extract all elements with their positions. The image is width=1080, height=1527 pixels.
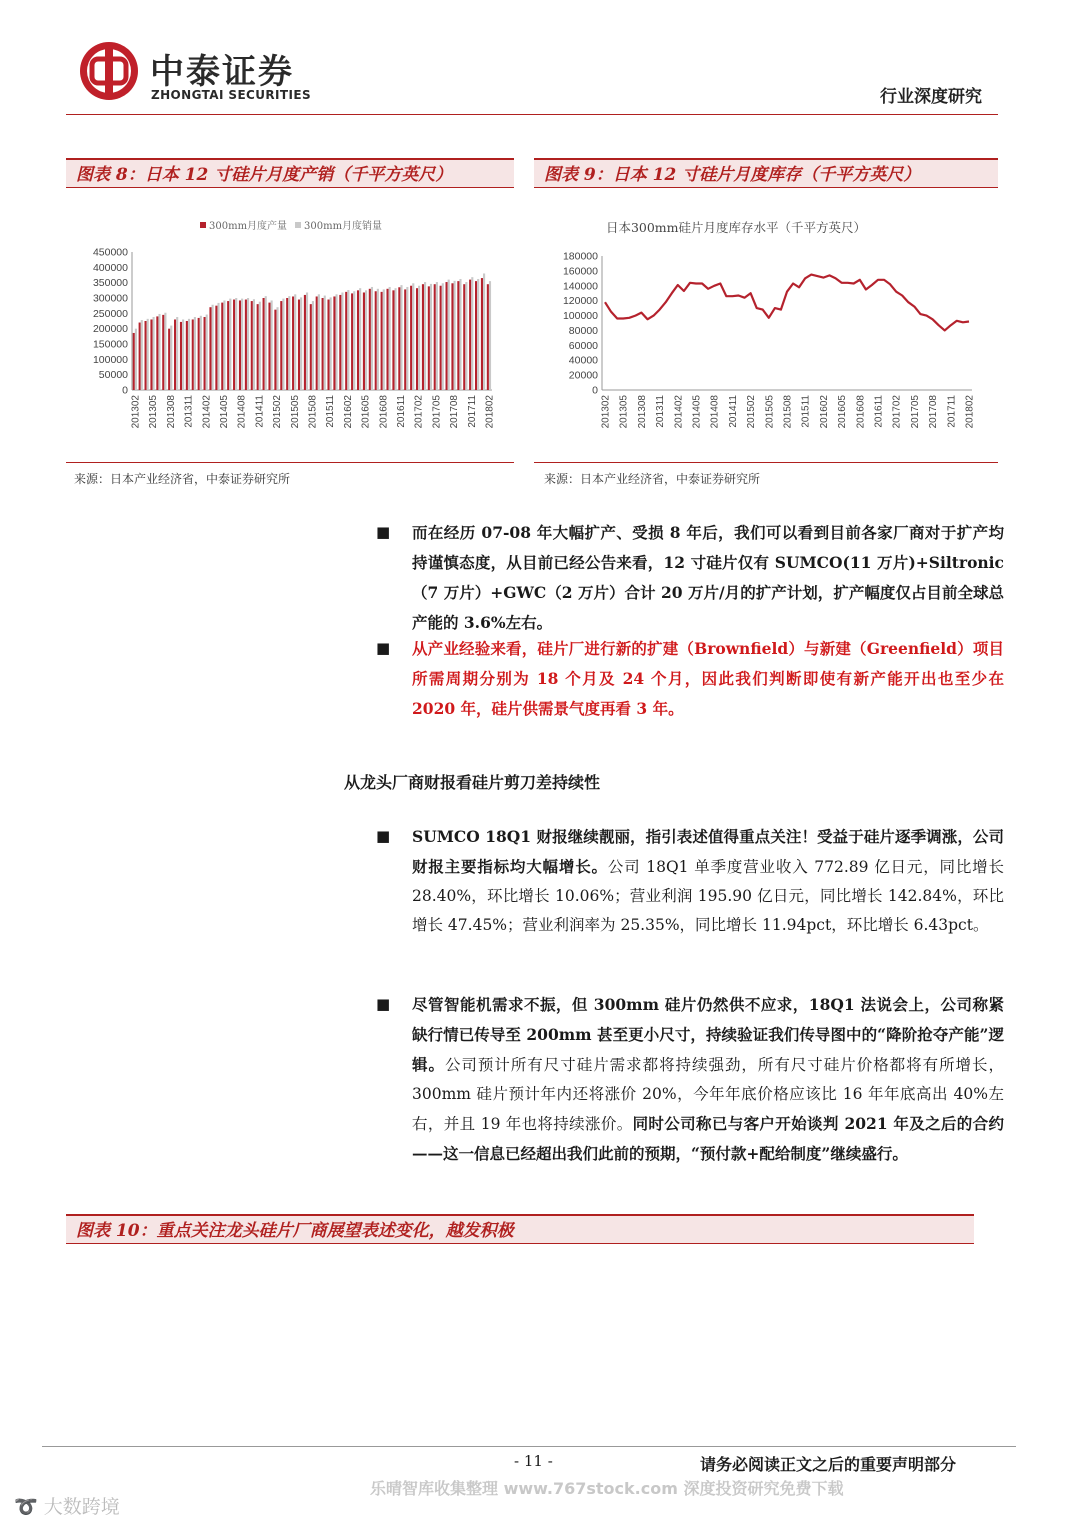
bar xyxy=(377,289,379,390)
bar xyxy=(463,284,465,390)
brand-name-cn: 中泰证券 xyxy=(150,52,294,92)
x-tick-label: 201708 xyxy=(928,395,940,429)
bar xyxy=(381,292,383,390)
bar xyxy=(259,302,261,390)
paragraph-lead: SUMCO 18Q1 财报继续靓丽，指引表述值得重点关注！受益于硅片逐季调涨，公司财报主要指标均大幅增长。 xyxy=(412,827,1004,876)
bar xyxy=(292,296,294,390)
x-tick-label: 201702 xyxy=(891,395,903,429)
bar xyxy=(353,291,355,390)
x-tick-label: 201711 xyxy=(466,395,478,428)
x-tick-label: 201702 xyxy=(413,395,425,429)
bar xyxy=(229,299,231,390)
legend-label: 300mm月度产量 xyxy=(209,221,288,232)
bar xyxy=(327,300,329,390)
bar xyxy=(410,286,412,390)
y-tick-label: 80000 xyxy=(568,324,598,337)
watermark-logo-icon: ➰ xyxy=(14,1496,44,1518)
page-number: - 11 - xyxy=(514,1452,553,1470)
x-tick-label: 201705 xyxy=(431,395,443,429)
y-tick-label: 160000 xyxy=(562,265,598,278)
bar xyxy=(198,318,200,390)
y-tick-label: 60000 xyxy=(568,339,598,352)
inventory-line xyxy=(605,275,969,331)
y-tick-label: 50000 xyxy=(98,369,128,382)
bar xyxy=(330,297,332,390)
bar xyxy=(422,284,424,390)
bar xyxy=(162,315,164,390)
bullet-icon: ■ xyxy=(376,523,391,541)
bar xyxy=(469,280,471,390)
header-divider xyxy=(66,114,998,115)
bar xyxy=(369,289,371,390)
y-tick-label: 40000 xyxy=(568,354,598,367)
paragraph-expansion-caution xyxy=(412,518,1004,638)
disclaimer-note: 请务必阅读正文之后的重要声明部分 xyxy=(700,1455,957,1474)
bar xyxy=(294,294,296,390)
bar xyxy=(345,292,347,390)
x-tick-label: 201405 xyxy=(691,395,703,429)
bar xyxy=(412,283,414,390)
bar xyxy=(188,319,190,390)
bar xyxy=(170,326,172,390)
bar xyxy=(430,284,432,390)
bar xyxy=(487,284,489,390)
bar xyxy=(147,319,149,390)
x-tick-label: 201311 xyxy=(655,395,667,428)
x-tick-label: 201802 xyxy=(484,395,496,429)
bar xyxy=(192,319,194,390)
bar xyxy=(459,279,461,390)
bar xyxy=(322,298,324,390)
bar xyxy=(434,284,436,390)
figure-9-source: 来源：日本产业经济省，中泰证券研究所 xyxy=(544,472,761,486)
zhongtai-logo-icon xyxy=(78,40,140,102)
x-tick-label: 201611 xyxy=(396,395,408,428)
paragraph-lead: 尽管智能机需求不振，但 300mm 硅片仍然供不应求，18Q1 法说会上，公司称紧缺行情已传导至 200mm 甚至更小尺寸，持续验证我们传导图中的“降阶抢夺产能”逻辑。 xyxy=(412,995,1004,1074)
x-tick-label: 201508 xyxy=(782,395,794,429)
bar xyxy=(247,298,249,390)
x-tick-label: 201608 xyxy=(855,395,867,429)
bar xyxy=(174,319,176,390)
report-type-label: 行业深度研究 xyxy=(880,87,982,107)
bar xyxy=(418,286,420,390)
x-tick-label: 201605 xyxy=(360,395,372,429)
x-tick-label: 201502 xyxy=(746,395,758,429)
bar xyxy=(477,279,479,390)
bar xyxy=(245,300,247,390)
bar xyxy=(300,297,302,390)
bar xyxy=(481,278,483,390)
bar xyxy=(276,307,278,390)
bar xyxy=(392,290,394,390)
bar xyxy=(133,333,135,390)
bar xyxy=(282,299,284,390)
paragraph-text: 公司 18Q1 单季度营业收入 772.89 亿日元，同比增长 28.40%，环比增长 10.06%；营业利润 195.90 亿日元，同比增长 142.84%，环比增长 47.45%；营业利润率为 25.35%，同比增长 11.94pct，环比增长 6.43pct。 xyxy=(412,858,1004,934)
paragraph-conclusion: 同时公司称已与客户开始谈判 2021 年及之后的合约——这一信息已经超出我们此前的预期，“预付款+配给制度”继续盛行。 xyxy=(412,1114,1005,1163)
bar xyxy=(312,301,314,390)
bar xyxy=(310,304,312,390)
figure-8-source: 来源：日本产业经济省，中泰证券研究所 xyxy=(74,472,291,486)
chart-title: 日本300mm硅片月度库存水平（千平方英尺） xyxy=(605,220,867,235)
bullet-icon: ■ xyxy=(376,827,391,845)
bar xyxy=(404,289,406,390)
bar xyxy=(400,285,402,390)
figure-8-source-divider xyxy=(66,462,514,463)
bar xyxy=(141,320,143,390)
bar xyxy=(209,307,211,390)
bar xyxy=(341,292,343,390)
bar xyxy=(150,319,152,390)
bar xyxy=(395,288,397,390)
bar xyxy=(135,329,137,390)
bar xyxy=(446,282,448,390)
bar xyxy=(168,329,170,390)
section-heading: 从龙头厂商财报看硅片剪刀差持续性 xyxy=(344,773,601,792)
bar xyxy=(217,303,219,390)
bar xyxy=(176,317,178,390)
bar xyxy=(204,317,206,390)
figure-8-bar-chart xyxy=(66,196,514,458)
figure-8-title: 图表 8：日本 12 寸硅片月度产销（千平方英尺） xyxy=(66,158,514,188)
bar xyxy=(271,300,273,390)
bar xyxy=(489,281,491,390)
bar xyxy=(475,281,477,390)
corner-watermark xyxy=(14,1492,120,1519)
bar xyxy=(359,288,361,390)
bar xyxy=(156,316,158,390)
figure-9-title: 图表 9：日本 12 寸硅片月度库存（千平方英尺） xyxy=(534,158,998,188)
paragraph-capacity-timeline xyxy=(412,634,1004,724)
bar xyxy=(424,282,426,390)
paragraph-demand-outlook xyxy=(412,990,1004,1169)
x-tick-label: 201408 xyxy=(236,395,248,429)
brand-name-en: ZHONGTAI SECURITIES xyxy=(151,88,311,102)
bar xyxy=(180,322,182,390)
bar xyxy=(436,282,438,390)
paragraph-text: 而在经历 07-08 年大幅扩产、受损 8 年后，我们可以看到目前各家厂商对于扩产均持谨慎态度，从目前已经公告来看，12 寸硅片仅有 SUMCO(11 万片)+Siltronic（7 万片）+GWC（2 万片）合计 20 万片/月的扩产计划，扩产幅度仅占目前全球总产能的 3.6%左右。 xyxy=(412,523,1004,632)
bar xyxy=(457,281,459,390)
x-tick-label: 201505 xyxy=(764,395,776,429)
x-tick-label: 201611 xyxy=(873,395,885,428)
y-tick-label: 350000 xyxy=(92,277,128,290)
bar xyxy=(347,290,349,390)
x-tick-label: 201411 xyxy=(727,395,739,428)
bar xyxy=(398,287,400,390)
y-tick-label: 20000 xyxy=(568,369,598,382)
bar xyxy=(215,306,217,390)
x-tick-label: 201602 xyxy=(818,395,830,429)
bar xyxy=(357,290,359,390)
bar xyxy=(158,314,160,390)
bar xyxy=(339,295,341,390)
bar xyxy=(182,319,184,390)
y-tick-label: 150000 xyxy=(92,338,128,351)
bar xyxy=(186,321,188,390)
bar xyxy=(304,295,306,390)
legend-label: 300mm月度销量 xyxy=(304,221,383,232)
bar xyxy=(389,287,391,390)
bar xyxy=(164,313,166,390)
bar xyxy=(451,283,453,390)
bullet-icon: ■ xyxy=(376,639,391,657)
bar xyxy=(145,321,147,390)
x-tick-label: 201605 xyxy=(837,395,849,429)
bar xyxy=(471,277,473,390)
bar xyxy=(268,303,270,390)
bar xyxy=(375,291,377,390)
bar xyxy=(416,288,418,390)
y-tick-label: 300000 xyxy=(92,292,128,305)
bar xyxy=(363,292,365,390)
legend-swatch xyxy=(200,222,206,228)
x-tick-label: 201711 xyxy=(946,395,958,428)
bar xyxy=(206,315,208,390)
bar xyxy=(306,292,308,390)
legend-swatch xyxy=(295,222,301,228)
x-tick-label: 201511 xyxy=(325,395,337,428)
bar xyxy=(483,273,485,390)
bar xyxy=(440,286,442,390)
bar xyxy=(221,303,223,390)
x-tick-label: 201705 xyxy=(909,395,921,429)
y-tick-label: 400000 xyxy=(92,261,128,274)
x-tick-label: 201411 xyxy=(254,395,266,428)
bar xyxy=(251,301,253,390)
bar xyxy=(288,296,290,390)
bar xyxy=(139,323,141,390)
bar xyxy=(257,304,259,390)
y-tick-label: 200000 xyxy=(92,323,128,336)
bar xyxy=(383,289,385,390)
highlighted-conclusion: 从产业经验来看，硅片厂进行新的扩建（Brownfield）与新建（Greenfield）项目所需周期分别为 18 个月及 24 个月，因此我们判断即使有新产能开出也至少在 2020 年，硅片供需景气度再看 3 年。 xyxy=(412,639,1004,718)
bar xyxy=(318,294,320,390)
bar xyxy=(265,296,267,390)
bar xyxy=(263,298,265,390)
bar xyxy=(280,301,282,390)
bar xyxy=(406,287,408,390)
x-tick-label: 201302 xyxy=(600,395,612,429)
bar xyxy=(274,310,276,390)
bar xyxy=(235,298,237,390)
paragraph-sumco-results xyxy=(412,822,1004,940)
x-tick-label: 201311 xyxy=(183,395,195,428)
bar xyxy=(351,293,353,390)
download-watermark: 乐晴智库收集整理 www.767stock.com 深度投资研究免费下载 xyxy=(370,1479,844,1498)
y-tick-label: 100000 xyxy=(92,353,128,366)
figure-9-source-divider xyxy=(534,462,998,463)
paragraph-text: 公司预计所有尺寸硅片需求都将持续强劲，所有尺寸硅片价格都将有所增长，300mm 硅片预计年内还将涨价 20%，今年年底价格应该比 16 年年底高出 40%左右，并且 19 年也将持续涨价。 xyxy=(412,1056,1004,1133)
bar xyxy=(333,296,335,390)
x-tick-label: 201302 xyxy=(130,395,142,429)
bar xyxy=(448,280,450,390)
bar xyxy=(223,300,225,390)
x-tick-label: 201708 xyxy=(449,395,461,429)
x-tick-label: 201802 xyxy=(964,395,976,429)
x-tick-label: 201602 xyxy=(342,395,354,429)
footer-divider xyxy=(42,1446,1016,1447)
x-tick-label: 201608 xyxy=(378,395,390,429)
bar xyxy=(454,281,456,390)
bar xyxy=(286,298,288,390)
bar xyxy=(298,300,300,390)
watermark-text: 大数跨境 xyxy=(43,1496,120,1518)
bar xyxy=(227,301,229,390)
bar xyxy=(316,296,318,390)
bar xyxy=(253,299,255,390)
x-tick-label: 201408 xyxy=(709,395,721,429)
y-tick-label: 180000 xyxy=(562,250,598,263)
bar xyxy=(233,300,235,390)
bullet-icon: ■ xyxy=(376,995,391,1013)
bar xyxy=(465,282,467,390)
x-tick-label: 201308 xyxy=(165,395,177,429)
bar xyxy=(428,286,430,390)
x-tick-label: 201405 xyxy=(218,395,230,429)
x-tick-label: 201402 xyxy=(673,395,685,429)
x-tick-label: 201511 xyxy=(800,395,812,428)
x-tick-label: 201505 xyxy=(289,395,301,429)
y-tick-label: 0 xyxy=(122,384,128,397)
figure-9-line-chart xyxy=(534,196,998,458)
x-tick-label: 201402 xyxy=(201,395,213,429)
x-tick-label: 201308 xyxy=(636,395,648,429)
bar xyxy=(239,300,241,390)
y-tick-label: 250000 xyxy=(92,307,128,320)
bar xyxy=(371,287,373,390)
bar xyxy=(194,317,196,390)
y-tick-label: 140000 xyxy=(562,280,598,293)
bar xyxy=(212,305,214,390)
bar xyxy=(335,294,337,390)
y-tick-label: 100000 xyxy=(562,310,598,323)
bar xyxy=(442,283,444,390)
bar xyxy=(241,299,243,390)
x-tick-label: 201502 xyxy=(272,395,284,429)
bar xyxy=(365,290,367,390)
y-tick-label: 0 xyxy=(592,384,598,397)
bar xyxy=(153,317,155,390)
y-tick-label: 120000 xyxy=(562,295,598,308)
figure-10-title: 图表 10：重点关注龙头硅片厂商展望表述变化，越发积极 xyxy=(66,1214,974,1244)
bar xyxy=(386,289,388,390)
x-tick-label: 201305 xyxy=(148,395,160,429)
y-tick-label: 450000 xyxy=(92,246,128,259)
x-tick-label: 201305 xyxy=(618,395,630,429)
bar xyxy=(324,296,326,390)
bar xyxy=(200,316,202,390)
x-tick-label: 201508 xyxy=(307,395,319,429)
